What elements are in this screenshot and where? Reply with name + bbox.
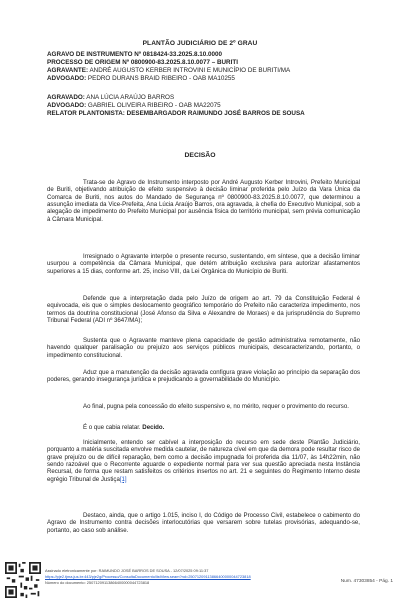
paragraph-9: Destaco, ainda, que o artigo 1.015, inciso I, do Código de Processo Civil, estabelece o cabimento do Agravo de Instrumento contra decisões interlocutórias que versarem sobre tutelas provisórias, adequando-se, portanto, ao caso sob análise. bbox=[47, 512, 360, 534]
document-number-line: Número do documento: 25071209113866400000044723818 bbox=[45, 580, 150, 585]
agravado-line bbox=[47, 94, 174, 101]
agravante-label: AGRAVANTE: bbox=[47, 67, 89, 74]
paragraph-7 bbox=[47, 424, 360, 431]
paragraph-8: Inicialmente, entendo ser cabível a interposição do recurso em sede deste Plantão Judiciário, porquanto a matéria suscitada envolve medida cautelar, de natureza cível em que da demora pode resultar risco de grave prejuízo ou de difícil reparação, bem como a decisão impugnada foi proferida dia 11/07, às 14h22min, não sendo razoável que o Recorrente aguarde o expediente normal para ver sua questão apreciada nesta Instância Recursal, de forma que restam satisfeitos os critérios insertos no art. 21 e seguintes do Regimento Interno deste egrégio Tribunal de Justiça[1] bbox=[47, 439, 360, 483]
advogado2-label: ADVOGADO: bbox=[47, 102, 87, 109]
page-number: Num. 47303854 - Pág. 1 bbox=[340, 579, 393, 584]
advogado1-value: PEDRO DURANS BRAID RIBEIRO - OAB MA10255 bbox=[86, 75, 235, 82]
signed-by-line: Assinado eletronicamente por: RAIMUNDO JOSÉ BARROS DE SOUSA - 12/07/2025 09:11:37 bbox=[45, 568, 209, 573]
paragraph-6: Ao final, pugna pela concessão do efeito suspensivo e, no mérito, requer o provimento do recurso. bbox=[83, 403, 349, 410]
agravo-number: AGRAVO DE INSTRUMENTO Nº 0818424-33.2025.8.10.0000 bbox=[47, 51, 222, 58]
relator-label: RELATOR PLANTONISTA: DESEMBARGADOR RAIMUNDO JOSÉ BARROS DE SOUSA bbox=[47, 110, 305, 117]
document-url[interactable]: https://pje2.tjma.jus.br:443/pje2g/Processo/ConsultaDocumento/listView.seam?nd=25071209113866400000044723818 bbox=[45, 574, 251, 579]
paragraph-3: Defende que a interpretação dada pelo Juízo de origem ao art. 79 da Constituição Federal é equivocada, eis que o simples deslocamento geográfico temporário do Prefeito não caracteriza impedimento, nos termos da doutrina constitucional (José Afonso da Silva e Alexandre de Moraes) e da jurisprudência do Supremo Tribunal Federal (ADI nº 3647/MA); bbox=[47, 295, 360, 325]
footnote-link[interactable]: [1] bbox=[119, 475, 127, 483]
signature-footer bbox=[5, 562, 397, 598]
advogado1-label: ADVOGADO: bbox=[47, 75, 87, 82]
court-title: PLANTÃO JUDICIÁRIO DE 2º GRAU bbox=[142, 40, 258, 47]
agravado-value: ANA LÚCIA ARAÚJO BARROS bbox=[84, 94, 175, 101]
advogado2-line bbox=[47, 102, 221, 109]
processo-number: PROCESSO DE ORIGEM Nº 0800900-83.2025.8.10.0077 – BURITI bbox=[47, 59, 238, 66]
paragraph-4: Sustenta que o Agravante manteve plena capacidade de gestão administrativa remotamente, não havendo qualquer paralisação ou prejuízo aos serviços públicos municipais, descaracterizando, portanto, o impedimento constitucional. bbox=[47, 337, 360, 359]
processo-line bbox=[47, 59, 238, 66]
decido-word: Decido. bbox=[142, 424, 165, 431]
relator-line bbox=[47, 110, 305, 117]
qr-code-icon bbox=[5, 562, 41, 598]
paragraph-7-text: É o que cabia relatar. Decido. bbox=[83, 424, 165, 431]
paragraph-2: Irresignado o Agravante interpôe o presente recurso, sustentando, em síntese, que a decisão liminar usurpou a competência da Câmara Municipal, que detém atribuição exclusiva para autorizar afastamentos superiores a 15 dias, conforme art. 25, inciso VIII, da Lei Orgânica do Município de Buriti. bbox=[47, 253, 360, 275]
agravante-value: ANDRÉ AUGUSTO KERBER INTROVINI E MUNICÍPIO DE BURITI/MA bbox=[88, 67, 291, 74]
advogado1-line bbox=[47, 75, 235, 82]
paragraph-5: Aduz que a manutenção da decisão agravada configura grave violação ao princípio da separação dos poderes, gerando insegurança jurídica e prejudicando a governabilidade do Município. bbox=[47, 369, 360, 384]
advogado2-value: GABRIEL OLIVEIRA RIBEIRO - OAB MA22075 bbox=[86, 102, 221, 109]
agravado-label: AGRAVADO: bbox=[47, 94, 85, 101]
decision-heading: DECISÃO bbox=[184, 152, 216, 159]
paragraph-1: Trata-se de Agravo de Instrumento interposto por André Augusto Kerber Introvini, Prefeito Municipal de Buriti, objetivando atribuição de efeito suspensivo à decisão liminar proferida pelo Juízo da Vara Única da Comarca de Buriti, nos autos do Mandado de Segurança nº 0800900-83.2025.8.10.0077, que determinou a assunção imediata da Vice-Prefeita, Ana Lúcia Araújo Barros, ora agravada, à chefia do Executivo Municipal, sob a alegação de impedimento do Prefeito Municipal por ausência física do território municipal, sem prévia comunicação à Câmara Municipal. bbox=[47, 179, 360, 223]
signature-info bbox=[45, 568, 251, 586]
agravante-line bbox=[47, 67, 290, 74]
agravo-line bbox=[47, 51, 222, 58]
